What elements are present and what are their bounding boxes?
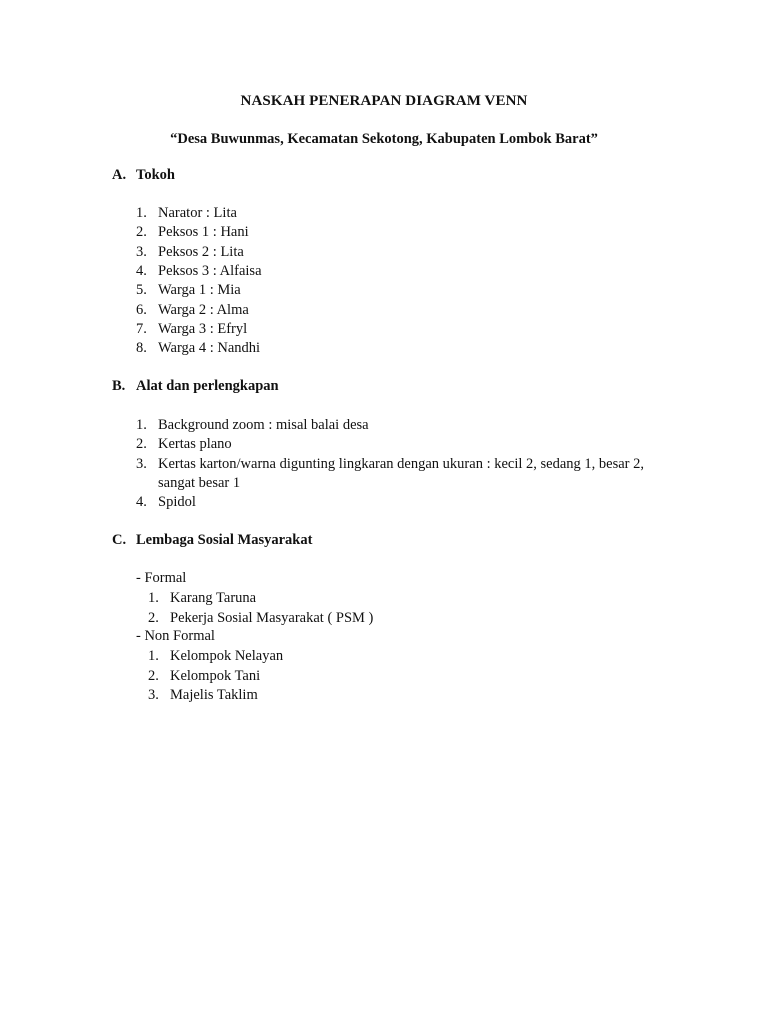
list-item-continuation bbox=[158, 474, 240, 493]
list-text: Majelis Taklim bbox=[170, 686, 258, 703]
list-text: Peksos 3 : Alfaisa bbox=[158, 262, 262, 279]
section-title: Tokoh bbox=[136, 167, 175, 183]
list-text: Peksos 2 : Lita bbox=[158, 243, 244, 260]
list-number: 2. bbox=[148, 609, 159, 626]
list-number: 3. bbox=[136, 455, 147, 472]
list-text: Kelompok Tani bbox=[170, 667, 261, 684]
section-a-heading bbox=[112, 167, 175, 184]
list-text: Warga 4 : Nandhi bbox=[158, 340, 261, 357]
list-number: 3. bbox=[148, 686, 159, 703]
list-text: Pekerja Sosial Masyarakat ( PSM ) bbox=[170, 609, 374, 626]
section-letter: B. bbox=[112, 378, 126, 394]
section-b-heading bbox=[112, 378, 279, 395]
list-number: 1. bbox=[136, 417, 147, 433]
list-number: 1. bbox=[148, 648, 159, 665]
list-text: Kertas plano bbox=[158, 436, 232, 453]
document-subtitle: “Desa Buwunmas, Kecamatan Sekotong, Kabupaten Lombok Barat” bbox=[170, 131, 598, 147]
list-text: Background zoom : misal balai desa bbox=[158, 417, 369, 433]
list-text: Spidol bbox=[158, 494, 196, 511]
section-title: Alat dan perlengkapan bbox=[136, 378, 279, 394]
list-number: 1. bbox=[136, 205, 147, 221]
list-number: 7. bbox=[136, 320, 147, 337]
list-number: 3. bbox=[136, 243, 147, 260]
section-c-heading bbox=[112, 532, 312, 549]
group-label-non-formal: - Non Formal bbox=[136, 627, 215, 644]
list-text: Warga 1 : Mia bbox=[158, 282, 241, 299]
list-number: 2. bbox=[148, 667, 159, 684]
document-title: NASKAH PENERAPAN DIAGRAM VENN bbox=[240, 93, 528, 109]
list-text: Karang Taruna bbox=[170, 590, 257, 607]
list-number: 2. bbox=[136, 436, 147, 453]
section-letter: C. bbox=[112, 532, 127, 548]
list-number: 6. bbox=[136, 301, 147, 318]
list-text: Warga 3 : Efryl bbox=[158, 320, 248, 337]
section-title: Lembaga Sosial Masyarakat bbox=[136, 532, 313, 548]
list-number: 8. bbox=[136, 340, 147, 357]
list-text: Warga 2 : Alma bbox=[158, 301, 249, 318]
group-label-formal: - Formal bbox=[136, 570, 187, 586]
list-text: sangat besar 1 bbox=[158, 474, 241, 491]
list-text: Peksos 1 : Hani bbox=[158, 224, 249, 241]
list-text: Narator : Lita bbox=[158, 205, 237, 221]
list-number: 4. bbox=[136, 262, 147, 279]
section-letter: A. bbox=[112, 167, 127, 183]
list-number: 1. bbox=[148, 590, 159, 607]
list-number: 4. bbox=[136, 494, 147, 511]
list-text: Kertas karton/warna digunting lingkaran dengan ukuran : kecil 2, sedang 1, besar 2, bbox=[158, 455, 645, 472]
list-number: 5. bbox=[136, 282, 147, 299]
list-number: 2. bbox=[136, 224, 147, 241]
list-text: Kelompok Nelayan bbox=[170, 648, 284, 665]
